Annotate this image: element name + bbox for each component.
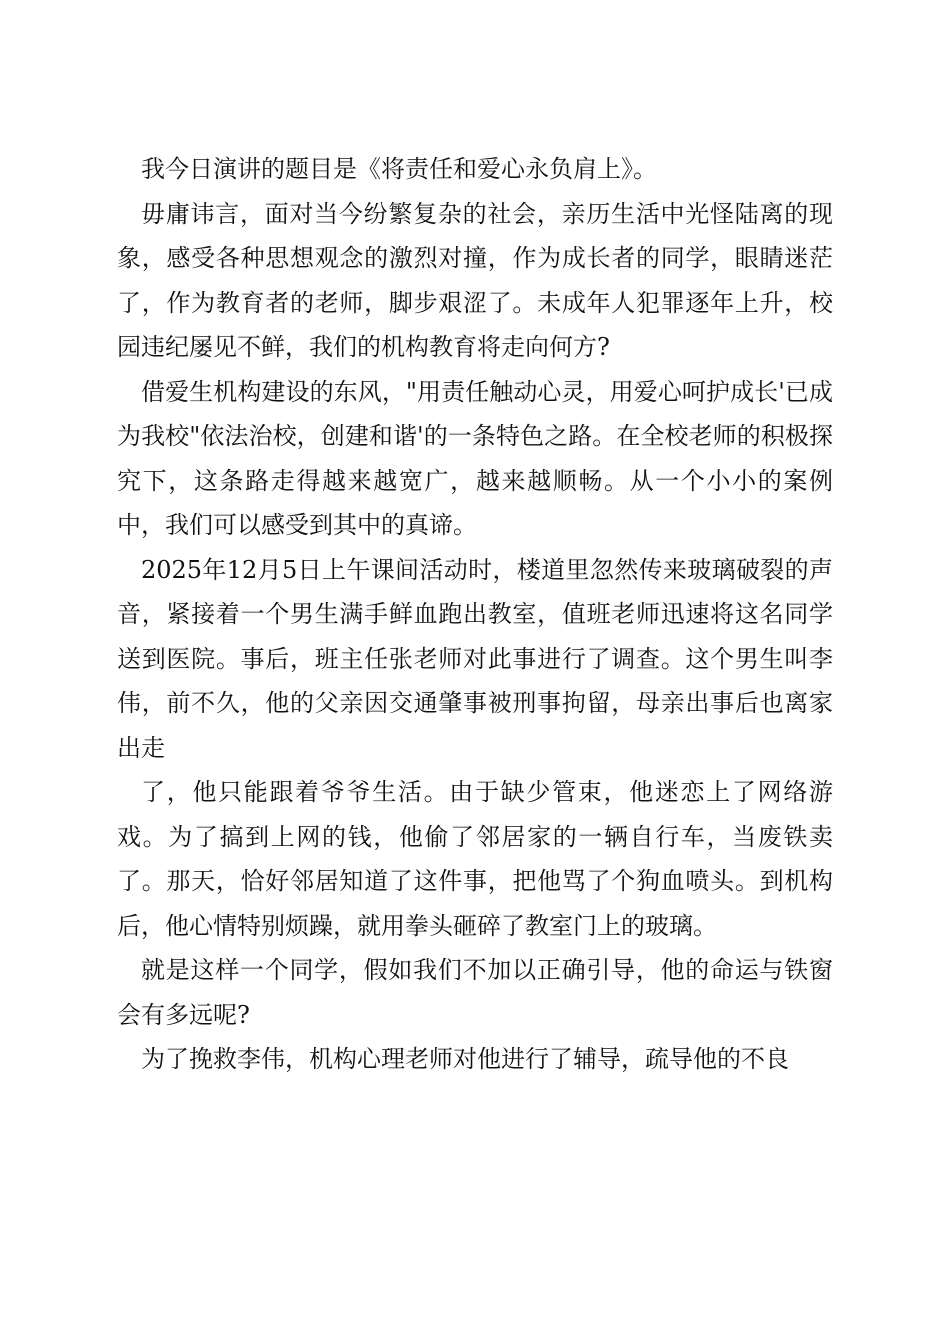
paragraph-speech-title: 我今日演讲的题目是《将责任和爱心永负肩上》。	[141, 155, 657, 183]
paragraph-question: 就是这样一个同学，假如我们不加以正确引导，他的命运与铁窗会有多远呢?	[117, 956, 833, 1029]
paragraph-background: 了，他只能跟着爷爷生活。由于缺少管束，他迷恋上了网络游戏。为了搞到上网的钱，他偷了邻居家的一辆自行车，当废铁卖了。那天，恰好邻居知道了这件事，把他骂了个狗血喷头。到机构后，他心情特别烦躁，就用拳头砸碎了教室门上的玻璃。	[117, 778, 833, 940]
document-body	[117, 147, 833, 1082]
paragraph-school-path: 借爱生机构建设的东风，"用责任触动心灵，用爱心呵护成长'已成为我校"依法治校，创建和谐'的一条特色之路。在全校老师的积极探究下，这条路走得越来越宽广，越来越顺畅。从一个小小的案例中，我们可以感受到其中的真谛。	[117, 377, 833, 539]
paragraph-counseling: 为了挽救李伟，机构心理老师对他进行了辅导，疏导他的不良	[141, 1045, 789, 1073]
paragraph-incident: 2025年12月5日上午课间活动时，楼道里忽然传来玻璃破裂的声音，紧接着一个男生满手鲜血跑出教室，值班老师迅速将这名同学送到医院。事后，班主任张老师对此事进行了调查。这个男生叫李伟，前不久，他的父亲因交通肇事被刑事拘留，母亲出事后也离家出走	[117, 555, 833, 762]
paragraph-intro: 毋庸讳言，面对当今纷繁复杂的社会，亲历生活中光怪陆离的现象，感受各种思想观念的激烈对撞，作为成长者的同学，眼睛迷茫了，作为教育者的老师，脚步艰涩了。未成年人犯罪逐年上升，校园违纪屡见不鲜，我们的机构教育将走向何方?	[117, 199, 833, 361]
